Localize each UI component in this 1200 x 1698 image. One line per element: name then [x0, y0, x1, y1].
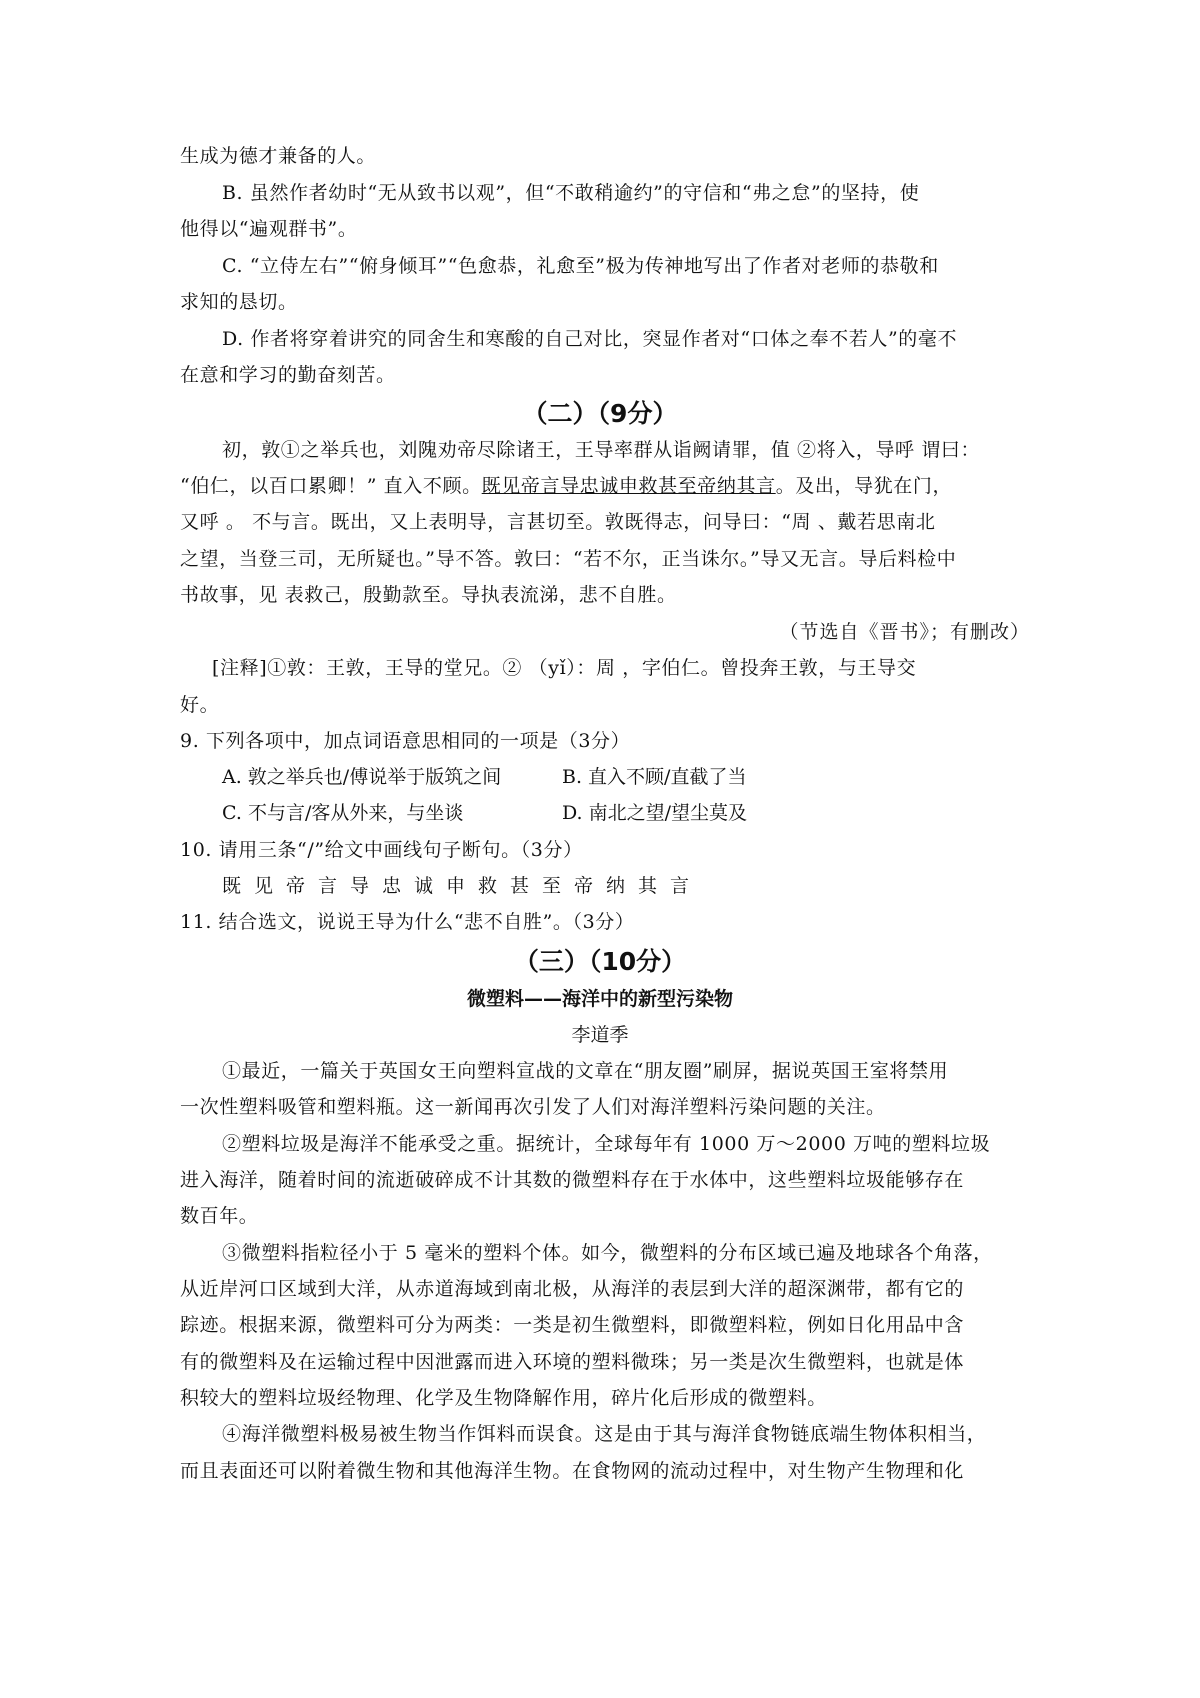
article-title: 微塑料——海洋中的新型污染物 — [466, 988, 733, 1010]
question-11: 11. 结合选文，说说王导为什么“悲不自胜”。（3分） — [180, 911, 635, 933]
annotation-line2: 好。 — [180, 694, 220, 716]
section2-heading: （二）（9分） — [522, 399, 678, 428]
para2-line3: 数百年。 — [180, 1205, 259, 1227]
source-citation: （节选自《晋书》；有删改） — [779, 621, 1030, 643]
para3-line5: 积较大的塑料垃圾经物理、化学及生物降解作用，碎片化后形成的微塑料。 — [180, 1387, 827, 1409]
para3-line4: 有的微塑料及在运输过程中因泄露而进入环境的塑料微珠；另一类是次生微塑料，也就是体 — [180, 1351, 965, 1373]
q8-option-c-line2: 求知的恳切。 — [180, 291, 298, 313]
q9-option-b: B. 直入不顾/直截了当 — [562, 766, 747, 788]
para4-line1: ④海洋微塑料极易被生物当作饵料而误食。这是由于其与海洋食物链底端生物体积相当， — [222, 1423, 987, 1445]
q9-option-c: C. 不与言/客从外来，与坐谈 — [222, 802, 464, 824]
q8-option-a-tail: 生成为德才兼备的人。 — [180, 145, 377, 167]
q9-option-a: A. 敦之举兵也/傅说举于版筑之间 — [222, 766, 502, 788]
question-10: 10. 请用三条“/”给文中画线句子断句。（3分） — [180, 839, 583, 861]
para3-line2: 从近岸河口区域到大洋，从赤道海域到南北极，从海洋的表层到大洋的超深渊带，都有它的 — [180, 1278, 965, 1300]
classical-text-line4: 之望，当登三司，无所疑也。”导不答。敦曰：“若不尔，正当诛尔。”导又无言。导后料检中 — [180, 548, 957, 570]
question-9: 9. 下列各项中，加点词语意思相同的一项是（3分） — [180, 730, 631, 752]
para3-line3: 踪迹。根据来源，微塑料可分为两类：一类是初生微塑料，即微塑料粒，例如日化用品中含 — [180, 1314, 965, 1336]
classical-text-line2-a: “伯仁，以百口累卿！” 直入不顾。 — [180, 475, 482, 497]
q8-option-c-line1: C. “立侍左右”“俯身倾耳”“色愈恭，礼愈至”极为传神地写出了作者对老师的恭敬和 — [222, 255, 939, 277]
q8-option-b-line1: B. 虽然作者幼时“无从致书以观”，但“不敢稍逾约”的守信和“弗之怠”的坚持，使 — [222, 182, 920, 204]
classical-text-line2-b: 。及出，导犹在门， — [775, 475, 953, 497]
classical-text-line3: 又呼 。 不与言。既出，又上表明导，言甚切至。敦既得志，问导曰：“周 、戴若思南北 — [180, 511, 936, 533]
para3-line1: ③微塑料指粒径小于 5 毫米的塑料个体。如今，微塑料的分布区域已遍及地球各个角落， — [222, 1242, 993, 1264]
q10-sentence: 既见帝言导忠诚申救甚至帝纳其言 — [222, 875, 703, 897]
para2-line1: ②塑料垃圾是海洋不能承受之重。据统计，全球每年有 1000 万～2000 万吨的塑料垃圾 — [222, 1133, 991, 1155]
q9-option-d: D. 南北之望/望尘莫及 — [562, 802, 748, 824]
classical-text-line1: 初，敦①之举兵也，刘隗劝帝尽除诸王，王导率群从诣阙请罪，值 ②将入，导呼 谓曰： — [222, 439, 981, 461]
section3-heading: （三）（10分） — [513, 947, 687, 976]
underlined-sentence: 既见帝言导忠诚申救甚至帝纳其言 — [481, 475, 776, 497]
para4-line2: 而且表面还可以附着微生物和其他海洋生物。在食物网的流动过程中，对生物产生物理和化 — [180, 1460, 965, 1482]
q8-option-b-line2: 他得以“遍观群书”。 — [180, 218, 358, 240]
classical-text-line2 — [180, 473, 952, 499]
q8-option-d-line1: D. 作者将穿着讲究的同舍生和寒酸的自己对比，突显作者对“口体之奉不若人”的毫不 — [222, 328, 958, 350]
q8-option-d-line2: 在意和学习的勤奋刻苦。 — [180, 364, 396, 386]
article-author: 李道季 — [571, 1024, 629, 1046]
para1-line1: ①最近，一篇关于英国女王向塑料宣战的文章在“朋友圈”刷屏，据说英国王室将禁用 — [222, 1060, 949, 1082]
para1-line2: 一次性塑料吸管和塑料瓶。这一新闻再次引发了人们对海洋塑料污染问题的关注。 — [180, 1096, 886, 1118]
classical-text-line5: 书故事，见 表救己，殷勤款至。导执表流涕，悲不自胜。 — [180, 584, 677, 606]
annotation-line1: [注释]①敦：王敦，王导的堂兄。② （yǐ）：周 ，字伯仁。曾投奔王敦，与王导交 — [212, 657, 917, 679]
para2-line2: 进入海洋，随着时间的流逝破碎成不计其数的微塑料存在于水体中，这些塑料垃圾能够存在 — [180, 1169, 965, 1191]
